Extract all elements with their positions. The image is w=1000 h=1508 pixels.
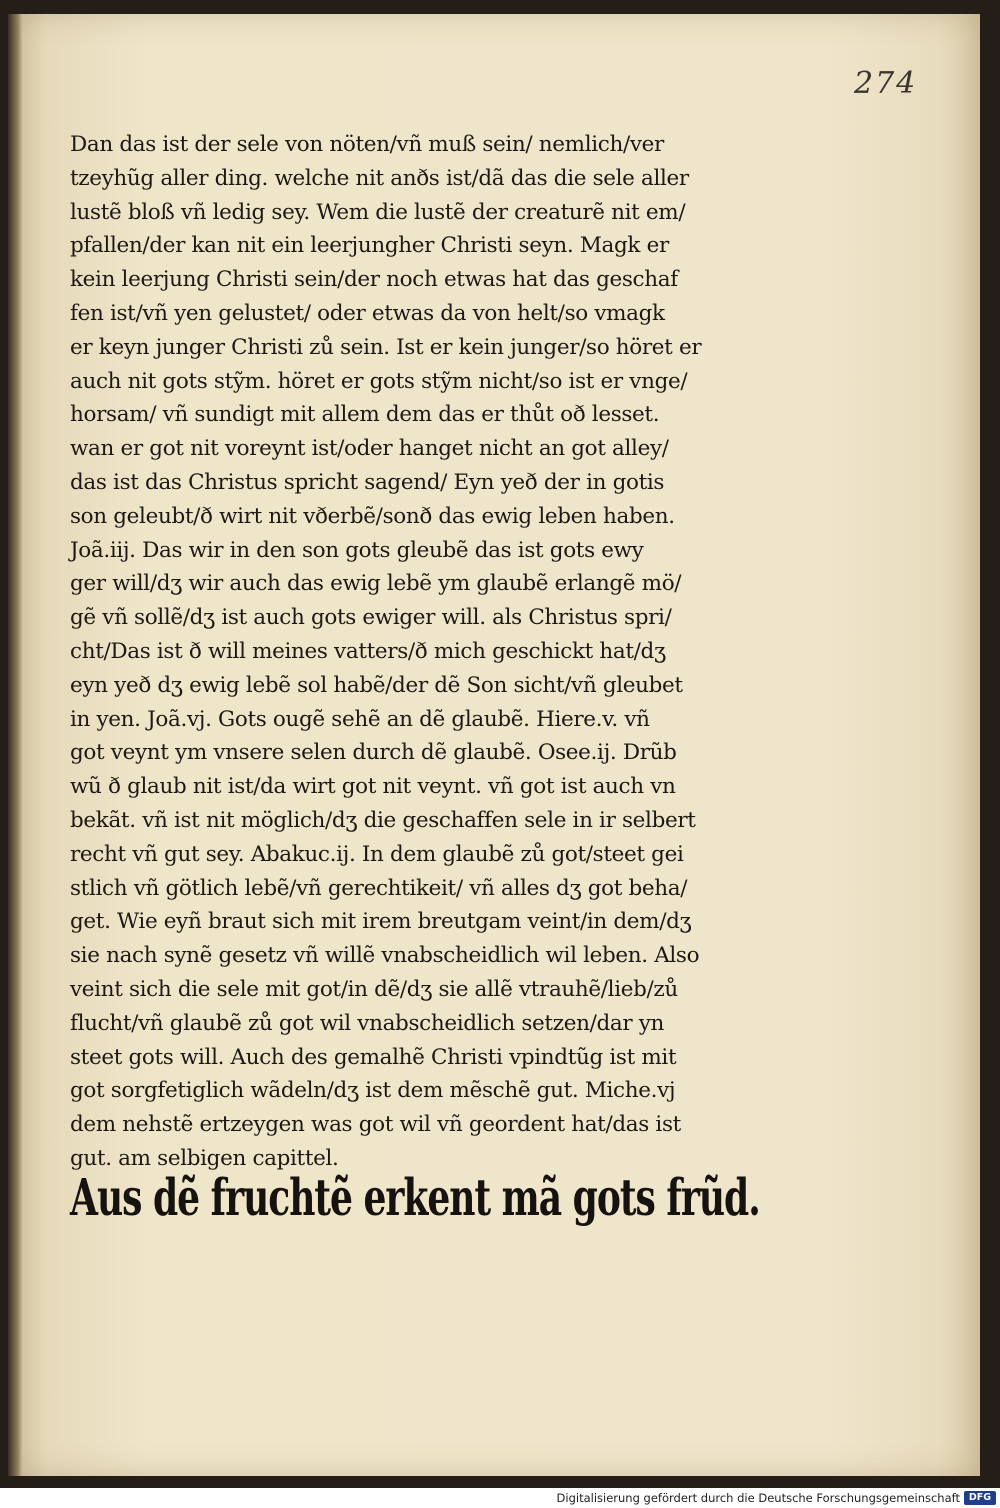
text-line: flucht/vñ glaubẽ zů got wil vnabscheidlich setzen/dar yn xyxy=(70,1010,665,1036)
text-line: ger will/dʒ wir auch das ewig lebẽ ym glaubẽ erlangẽ mö/ xyxy=(70,571,682,597)
text-line: Joã.iij. Das wir in den son gots gleubẽ das ist gots ewy xyxy=(70,537,644,563)
text-line: pfallen/der kan nit ein leerjungher Christi seyn. Magk er xyxy=(70,233,669,259)
text-line: eyn yeð dʒ ewig lebẽ sol habẽ/der dẽ Son sicht/vñ gleubet xyxy=(70,672,683,698)
text-line: got veynt ym vnsere selen durch dẽ glaubẽ. Osee.ij. Drũb xyxy=(70,740,677,766)
text-line: kein leerjung Christi sein/der noch etwas hat das geschaf xyxy=(70,267,678,293)
text-line: stlich vñ götlich lebẽ/vñ gerechtikeit/ vñ alles dʒ got beha/ xyxy=(70,875,688,901)
text-line: recht vñ gut sey. Abakuc.ij. In dem glaubẽ zů got/steet gei xyxy=(70,841,684,867)
text-line: horsam/ vñ sundigt mit allem dem das er thůt oð lesset. xyxy=(70,402,660,428)
text-line: sie nach synẽ gesetz vñ willẽ vnabscheidlich wil leben. Also xyxy=(70,943,700,969)
text-line: steet gots will. Auch des gemalhẽ Christi vpindtũg ist mit xyxy=(70,1044,677,1070)
text-line: tzeyhũg aller ding. welche nit anðs ist/dã das die sele aller xyxy=(70,165,689,191)
text-line: lustẽ bloß vñ ledig sey. Wem die lustẽ der creaturẽ nit em/ xyxy=(70,199,686,225)
body-text xyxy=(70,128,782,1176)
footer-bar xyxy=(0,1488,1000,1508)
dfg-logo: DFG xyxy=(964,1491,996,1505)
text-line: dem nehstẽ ertzeygen was got wil vñ geordent hat/das ist xyxy=(70,1112,681,1138)
section-heading: Aus dẽ fruchtẽ erkent mã gots frũd. xyxy=(70,1168,760,1227)
text-line: das ist das Christus spricht sagend/ Eyn yeð der in gotis xyxy=(70,469,665,495)
text-line: veint sich die sele mit got/in dẽ/dʒ sie allẽ vtrauhẽ/lieb/zů xyxy=(70,976,678,1002)
text-line: gut. am selbigen capittel. xyxy=(70,1145,339,1171)
page-gutter-edge xyxy=(8,14,22,1476)
text-line: got sorgfetiglich wãdeln/dʒ ist dem mẽschẽ gut. Miche.vj xyxy=(70,1078,676,1104)
text-line: wũ ð glaub nit ist/da wirt got nit veynt. vñ got ist auch vn xyxy=(70,774,676,800)
folio-number: 274 xyxy=(854,66,918,101)
text-line: son geleubt/ð wirt nit vðerbẽ/sonð das ewig leben haben. xyxy=(70,503,675,529)
text-line: gẽ vñ sollẽ/dʒ ist auch gots ewiger will. als Christus spri/ xyxy=(70,605,672,631)
text-line: wan er got nit voreynt ist/oder hanget nicht an got alley/ xyxy=(70,436,669,462)
text-line: fen ist/vñ yen gelustet/ oder etwas da von helt/so vmagk xyxy=(70,300,665,326)
text-line: cht/Das ist ð will meines vatters/ð mich geschickt hat/dʒ xyxy=(70,638,666,664)
text-line: Dan das ist der sele von nöten/vñ muß sein/ nemlich/ver xyxy=(70,132,664,157)
text-line: auch nit gots stỹm. höret er gots stỹm nicht/so ist er vnge/ xyxy=(70,368,688,394)
text-line: bekãt. vñ ist nit möglich/dʒ die geschaffen sele in ir selbert xyxy=(70,807,696,833)
funding-credit: Digitalisierung gefördert durch die Deutsche Forschungsgemeinschaft xyxy=(556,1491,960,1505)
text-line: get. Wie eyñ braut sich mit irem breutgam veint/in dem/dʒ xyxy=(70,909,692,935)
text-line: in yen. Joã.vj. Gots ougẽ sehẽ an dẽ glaubẽ. Hiere.v. vñ xyxy=(70,706,650,732)
text-line: er keyn junger Christi zů sein. Ist er kein junger/so höret er xyxy=(70,334,702,360)
